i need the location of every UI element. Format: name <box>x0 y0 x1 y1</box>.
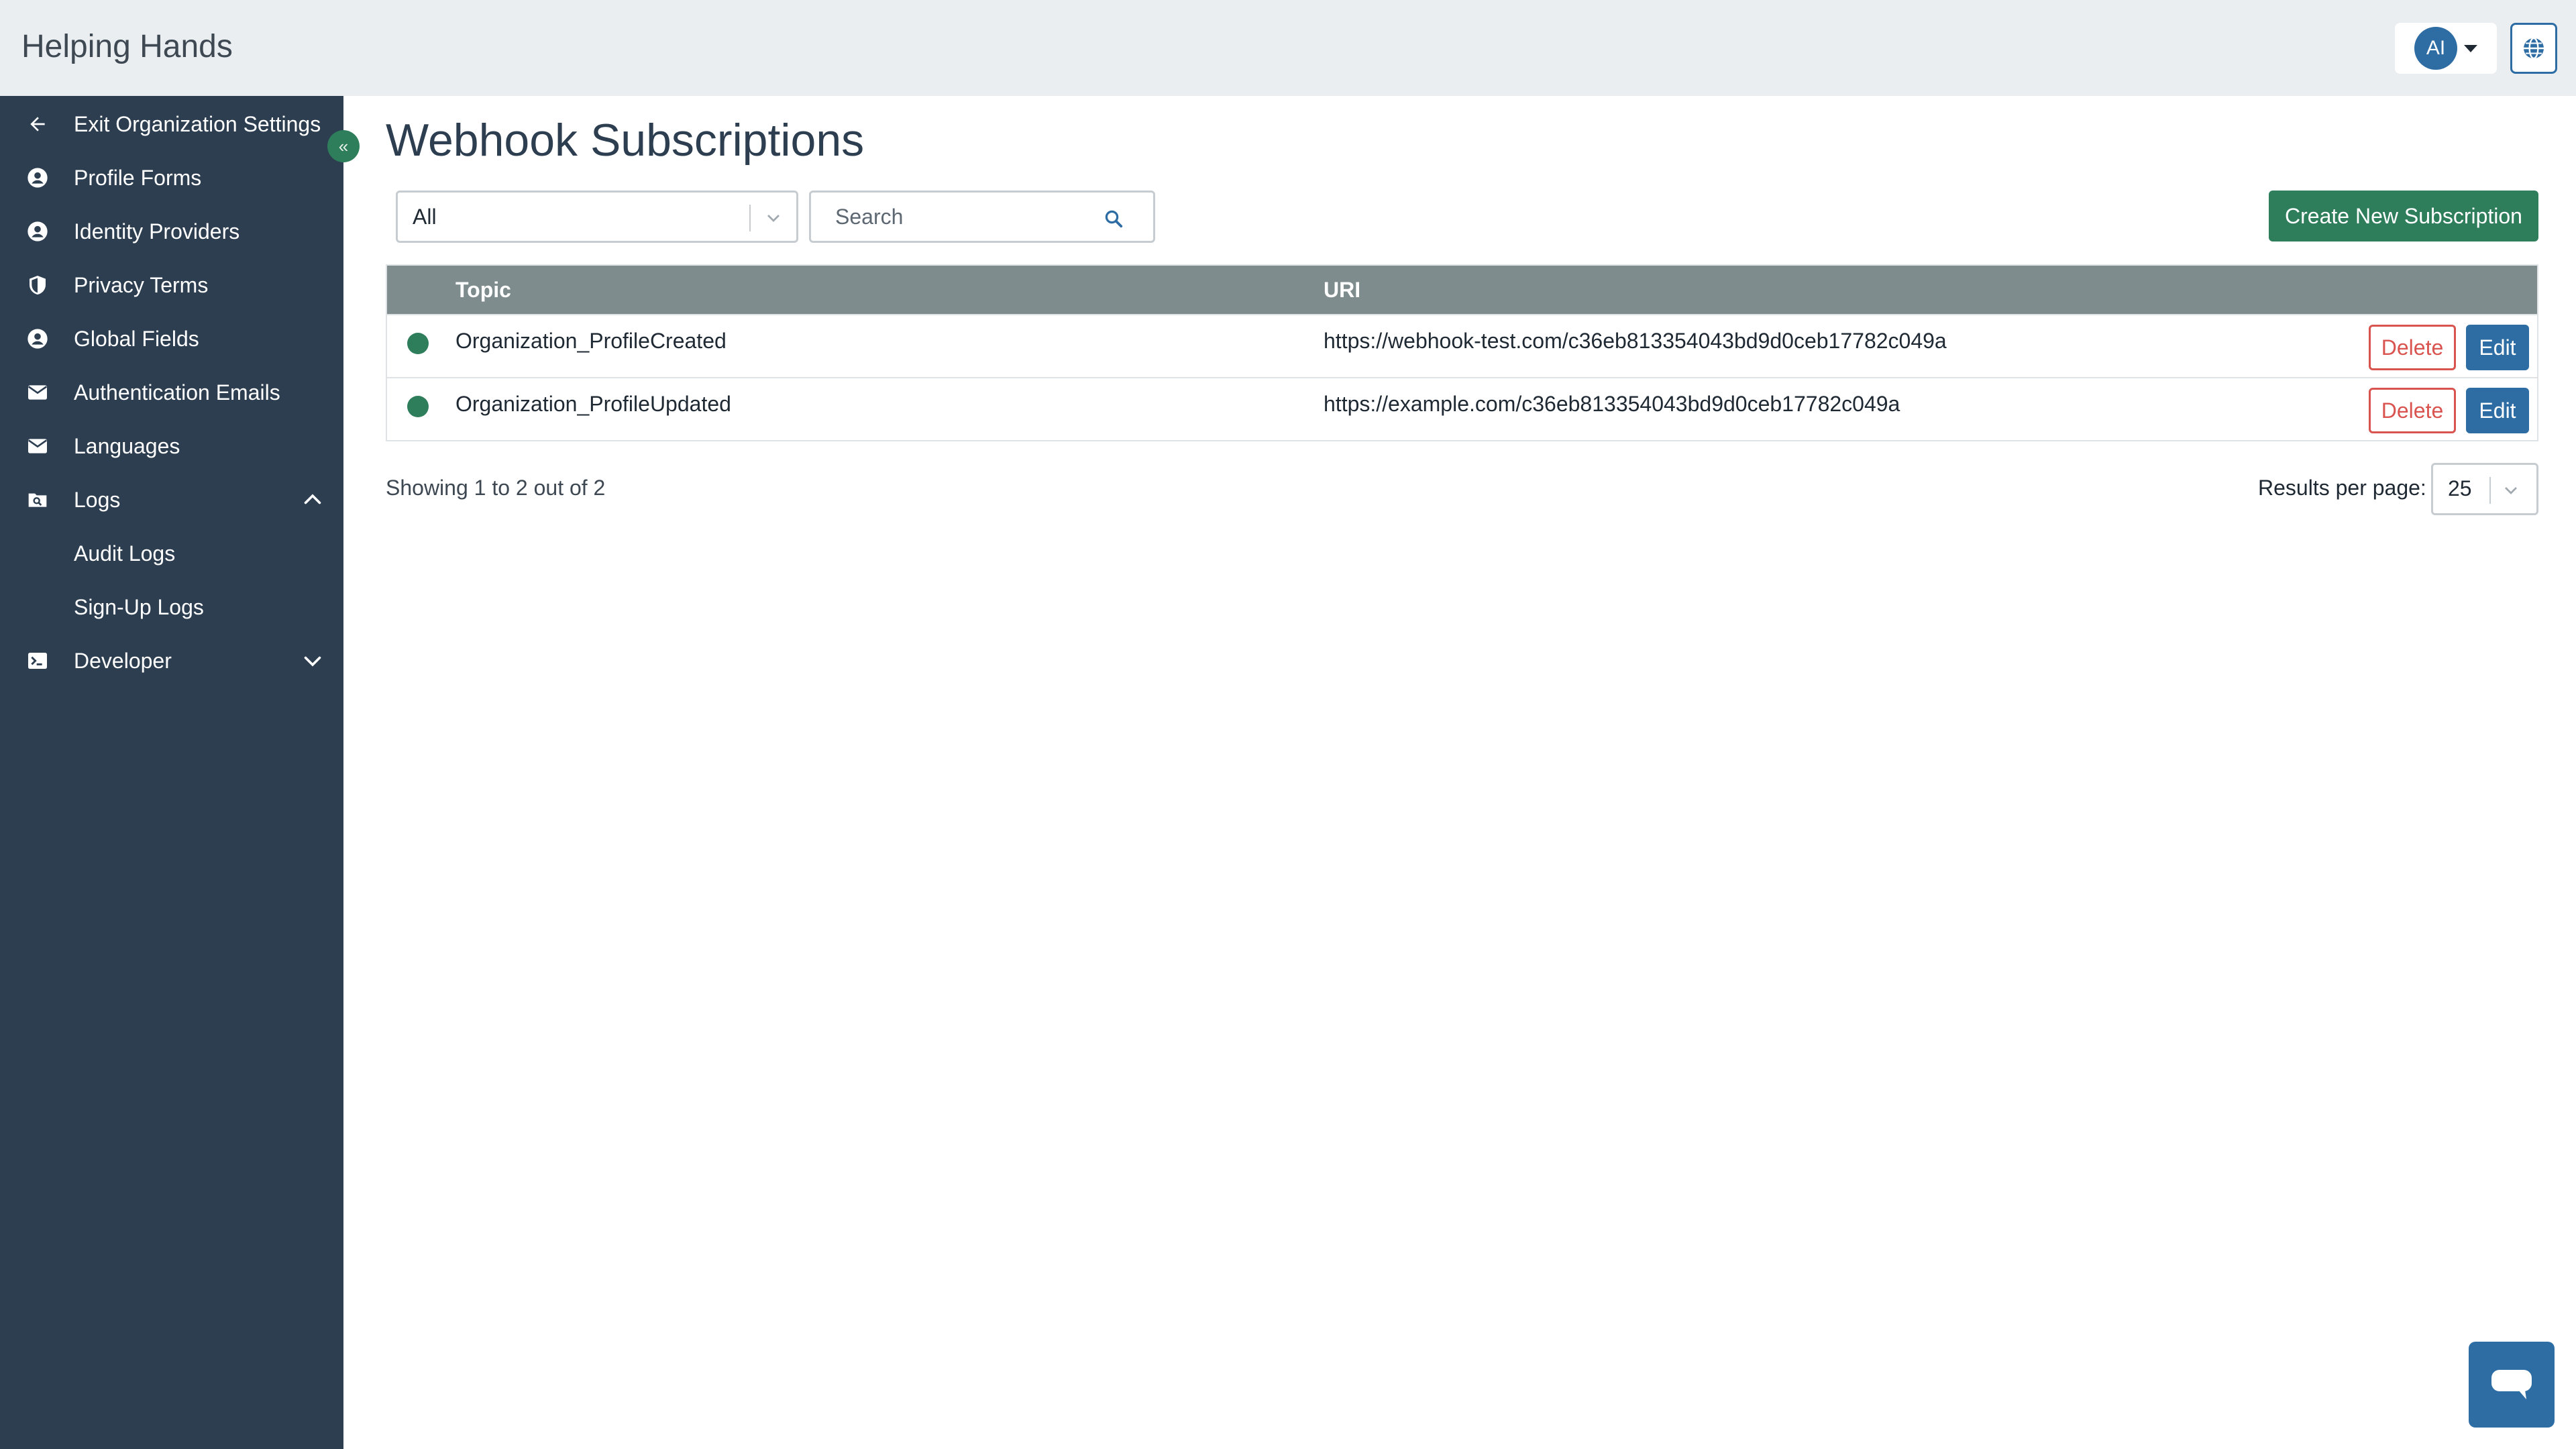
results-per-page-label: Results per page: <box>2258 476 2426 500</box>
sidebar-item-global-fields[interactable] <box>0 312 343 366</box>
select-divider <box>749 205 751 231</box>
sidebar-item-sign-up-logs[interactable] <box>0 580 343 634</box>
sidebar-item-label: Profile Forms <box>74 165 202 190</box>
sidebar-item-logs[interactable] <box>0 473 343 527</box>
delete-button[interactable]: Delete <box>2369 388 2456 433</box>
create-subscription-button[interactable]: Create New Subscription <box>2269 191 2538 241</box>
sidebar-item-label: Developer <box>74 648 172 673</box>
uri-cell: https://webhook-test.com/c36eb813354043bd9d0ceb17782c049a <box>1324 329 1947 353</box>
user-circle-icon <box>25 219 50 244</box>
search-icon[interactable] <box>1104 209 1124 232</box>
status-indicator <box>407 396 429 417</box>
delete-button[interactable]: Delete <box>2369 325 2456 370</box>
chevron-down-icon <box>301 649 325 673</box>
search-field[interactable] <box>809 191 1155 243</box>
sidebar-item-languages[interactable] <box>0 419 343 473</box>
uri-cell: https://example.com/c36eb813354043bd9d0ceb17782c049a <box>1324 392 1900 416</box>
sidebar-item-privacy-terms[interactable] <box>0 258 343 312</box>
table-row <box>387 377 2537 440</box>
select-divider <box>2489 477 2491 504</box>
sidebar-item-authentication-emails[interactable] <box>0 366 343 419</box>
double-chevron-left-icon: « <box>338 136 349 156</box>
sidebar <box>0 96 343 1449</box>
language-button[interactable] <box>2510 23 2557 74</box>
sidebar-item-audit-logs[interactable] <box>0 527 343 580</box>
subscriptions-table <box>386 264 2538 441</box>
results-per-page-value: 25 <box>2448 476 2472 500</box>
topic-cell: Organization_ProfileCreated <box>455 329 727 353</box>
chat-widget-button[interactable] <box>2469 1342 2555 1428</box>
sidebar-item-label: Audit Logs <box>74 541 176 566</box>
results-per-page-select[interactable] <box>2431 463 2538 515</box>
sidebar-item-label: Authentication Emails <box>74 380 280 405</box>
topic-filter-select[interactable] <box>396 191 798 243</box>
folder-search-icon <box>25 488 50 512</box>
sidebar-item-label: Languages <box>74 433 180 458</box>
chevron-down-icon <box>2500 480 2522 504</box>
sidebar-item-label: Privacy Terms <box>74 272 209 297</box>
table-header <box>387 266 2537 314</box>
sidebar-item-label: Identity Providers <box>74 219 240 244</box>
terminal-icon <box>25 649 50 673</box>
sidebar-item-label: Global Fields <box>74 326 199 351</box>
topic-cell: Organization_ProfileUpdated <box>455 392 731 416</box>
brand-name: Helping Hands <box>21 29 233 64</box>
table-row <box>387 314 2537 377</box>
page-title: Webhook Subscriptions <box>386 115 865 166</box>
column-header-topic[interactable]: Topic <box>455 278 511 302</box>
sidebar-item-developer[interactable] <box>0 634 343 688</box>
sidebar-item-label: Exit Organization Settings <box>74 111 321 136</box>
chevron-up-icon <box>301 488 325 512</box>
user-menu-button[interactable] <box>2395 23 2497 74</box>
chevron-down-icon <box>763 207 784 232</box>
arrow-left-icon <box>25 112 50 136</box>
column-header-uri[interactable]: URI <box>1324 278 1361 302</box>
globe-icon <box>2522 36 2546 60</box>
user-circle-icon <box>25 166 50 190</box>
sidebar-collapse-button[interactable] <box>327 130 360 162</box>
chat-bubble-icon <box>2489 1364 2534 1405</box>
envelope-icon <box>25 434 50 458</box>
status-indicator <box>407 333 429 354</box>
sidebar-item-label: Sign-Up Logs <box>74 594 204 619</box>
filter-selected-value: All <box>413 204 437 229</box>
sidebar-item-exit-organization-settings[interactable] <box>0 97 343 151</box>
edit-button[interactable]: Edit <box>2466 388 2529 433</box>
user-circle-icon <box>25 327 50 351</box>
envelope-icon <box>25 380 50 405</box>
sidebar-item-profile-forms[interactable] <box>0 151 343 205</box>
caret-down-icon <box>2464 45 2477 52</box>
top-header <box>0 0 2576 96</box>
shield-icon <box>25 273 50 297</box>
edit-button[interactable]: Edit <box>2466 325 2529 370</box>
search-input[interactable] <box>835 202 1090 231</box>
sidebar-item-label: Logs <box>74 487 121 512</box>
pagination-summary: Showing 1 to 2 out of 2 <box>386 476 606 500</box>
sidebar-item-identity-providers[interactable] <box>0 205 343 258</box>
user-avatar: AI <box>2414 27 2457 70</box>
